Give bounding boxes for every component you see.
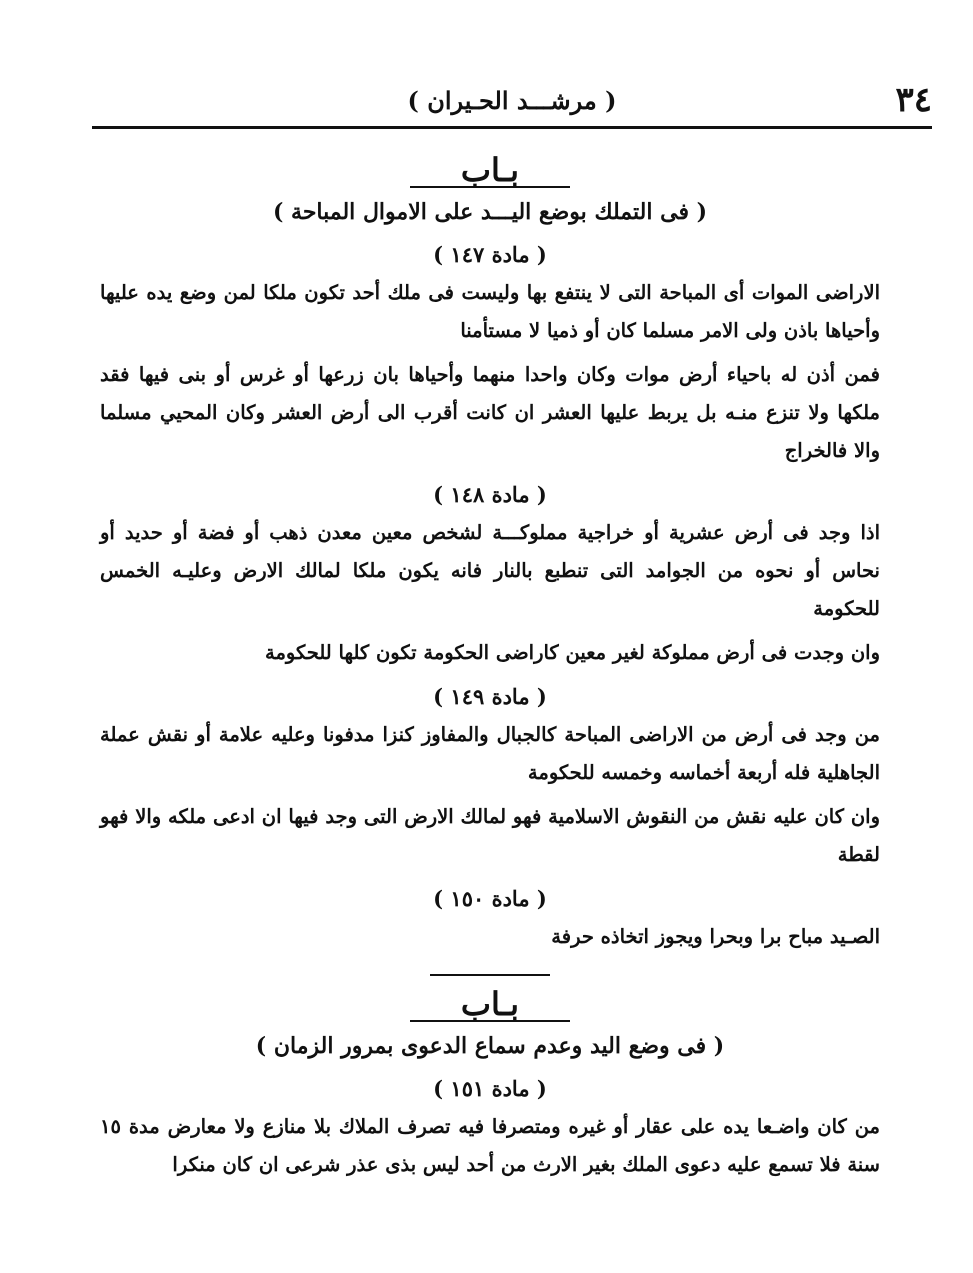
chapter-title: بـاب [460, 151, 520, 189]
chapter-section [100, 148, 880, 956]
chapter-subtitle: ( فى وضع اليد وعدم سماع الدعوى بمرور الزمان ) [255, 1033, 725, 1059]
article-paragraph: اذا وجد فى أرض عشرية أو خراجية مملوكـــة لشخص معين معدن ذهب أو فضة أو حديد أو نحاس أو نحوه من الجوامد التى تنطبع بالنار فانه يكون ملكا لمالك الارض وعليـه الخمس للحكومة [100, 521, 880, 620]
article-paragraph: من وجد فى أرض من الاراضى المباحة كالجبال والمفاوز كنزا مدفونا وعليه علامة أو نقش عملة الجاهلية فله أربعة أخماسه وخمسه للحكومة [100, 723, 880, 784]
section-divider [430, 974, 550, 976]
page-number: ٣٤ [895, 80, 932, 120]
header-rule [92, 126, 932, 129]
article [100, 880, 880, 956]
article [100, 476, 880, 672]
article [100, 1070, 880, 1184]
article-paragraph: وان كان عليه نقش من النقوش الاسلامية فهو لمالك الارض التى وجد فيها ان ادعى ملكه والا فهو لقطة [100, 805, 880, 866]
article-heading: ( مادة ١٥١ ) [433, 1076, 547, 1101]
article [100, 678, 880, 874]
article-paragraph: الصـيد مباح برا وبحرا ويجوز اتخاذه حرفة [551, 925, 880, 948]
running-title: ( مرشـــد الحـيران ) [407, 86, 617, 115]
article-heading: ( مادة ١٤٧ ) [433, 242, 547, 267]
article-heading: ( مادة ١٤٩ ) [433, 684, 547, 709]
chapter-title: بـاب [460, 985, 520, 1023]
article-heading: ( مادة ١٤٨ ) [433, 482, 547, 507]
article-heading: ( مادة ١٥٠ ) [433, 886, 547, 911]
page-header [92, 70, 932, 126]
article-paragraph: وان وجدت فى أرض مملوكة لغير معين كاراضى الحكومة تكون كلها للحكومة [265, 641, 880, 664]
chapter-section [100, 982, 880, 1184]
chapter-subtitle: ( فى التملك بوضع اليـــد على الاموال المباحة ) [272, 199, 708, 225]
article-paragraph: من كان واضـعا يده على عقار أو غيره ومتصرفا فيه تصرف الملاك بلا منازع ولا معارض مدة ١٥ سنة فلا تسمع عليه دعوى الملك بغير الارث من أحد ليس بذى عذر شرعى ان كان منكرا [100, 1115, 880, 1176]
article-paragraph: الاراضى الموات أى المباحة التى لا ينتفع بها وليست فى ملك أحد تكون ملكا لمن وضع يده عليها وأحياها باذن ولى الامر مسلما كان أو ذميا لا مستأمنا [100, 281, 880, 342]
article-paragraph: فمن أذن له باحياء أرض موات وكان واحدا منهما وأحياها بان زرعها أو غرس أو بنى فيها فقد ملكها ولا تنزع منـه بل يربط عليها العشر ان كانت أقرب الى أرض العشر وكان المحيي مسلما والا فالخراج [100, 363, 880, 462]
article [100, 236, 880, 470]
page-content [100, 148, 880, 1190]
